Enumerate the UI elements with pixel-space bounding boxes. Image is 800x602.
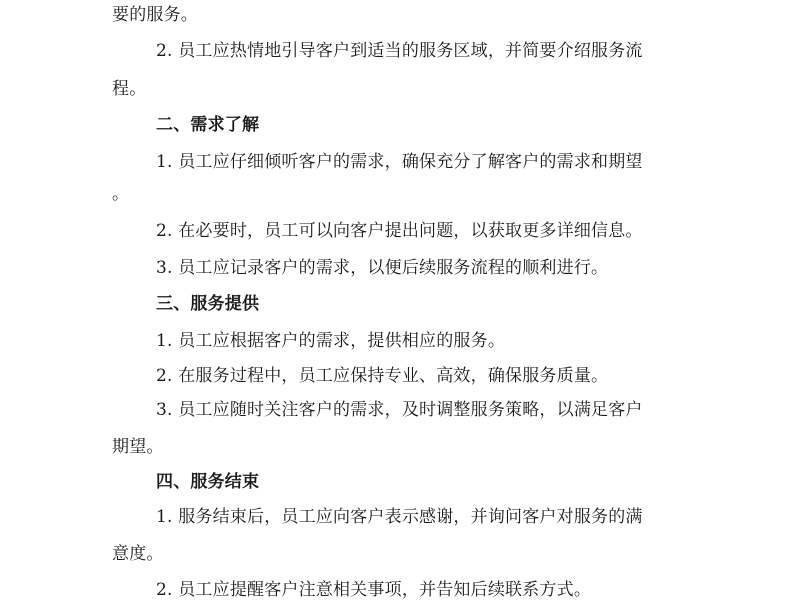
text-line: 程。 — [112, 79, 147, 99]
text-line: 期望。 — [112, 437, 164, 457]
list-item: 3. 员工应记录客户的需求，以便后续服务流程的顺利进行。 — [156, 258, 609, 278]
list-item: 2. 员工应提醒客户注意相关事项，并告知后续联系方式。 — [156, 580, 592, 600]
text-line: 。 — [112, 184, 130, 204]
section-heading: 二、需求了解 — [156, 115, 260, 135]
list-item: 3. 员工应随时关注客户的需求，及时调整服务策略，以满足客户 — [156, 400, 643, 420]
list-item: 2. 在必要时，员工可以向客户提出问题，以获取更多详细信息。 — [156, 221, 643, 241]
text-line: 意度。 — [112, 544, 164, 564]
list-item: 1. 员工应根据客户的需求，提供相应的服务。 — [156, 331, 506, 351]
list-item: 2. 员工应热情地引导客户到适当的服务区域，并简要介绍服务流 — [156, 41, 643, 61]
section-heading: 四、服务结束 — [156, 472, 260, 492]
text-line: 要的服务。 — [112, 5, 198, 25]
list-item: 1. 服务结束后，员工应向客户表示感谢，并询问客户对服务的满 — [156, 507, 643, 527]
list-item: 2. 在服务过程中，员工应保持专业、高效，确保服务质量。 — [156, 366, 609, 386]
list-item: 1. 员工应仔细倾听客户的需求，确保充分了解客户的需求和期望 — [156, 152, 643, 172]
section-heading: 三、服务提供 — [156, 294, 260, 314]
